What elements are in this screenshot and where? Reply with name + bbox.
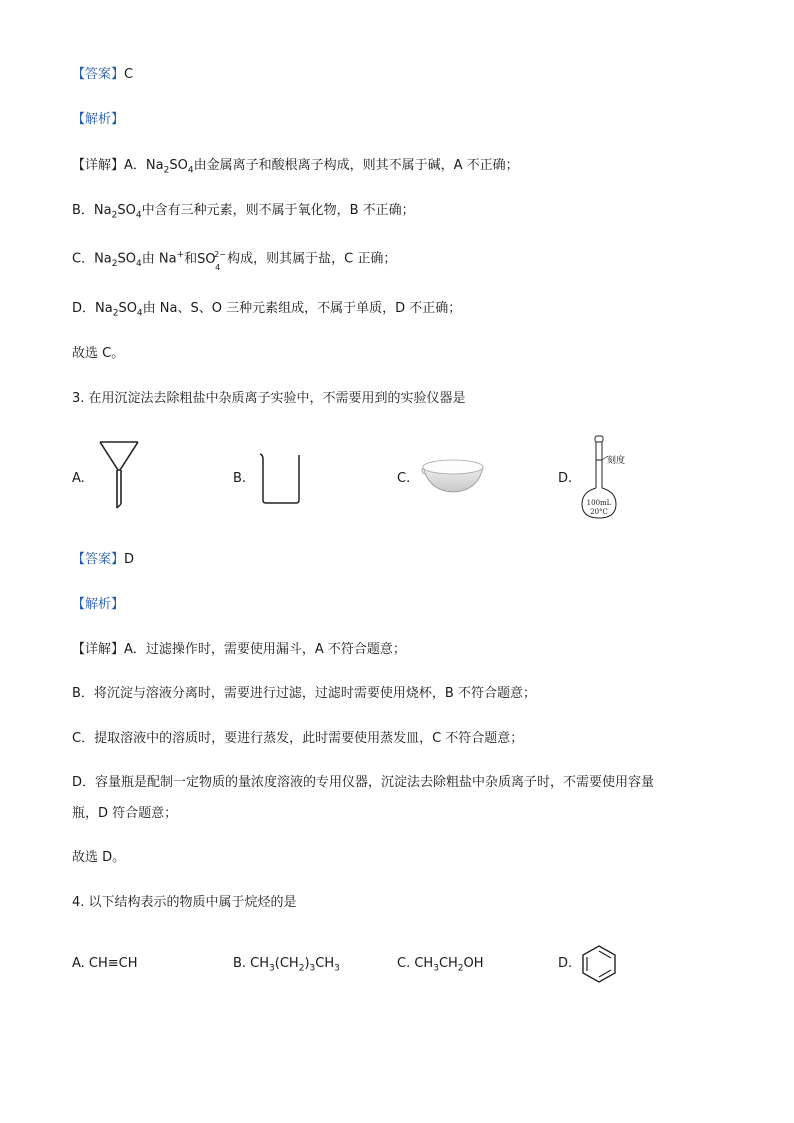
answer-tag: 【答案】: [72, 552, 125, 567]
detail-b-2: B．将沉淀与溶液分离时，需要进行过滤，过滤时需要使用烧杯，B 不符合题意；: [72, 686, 536, 701]
answer-value: D: [124, 552, 135, 567]
answer-tag: 【答案】: [72, 67, 125, 82]
beaker-icon: [258, 452, 304, 506]
sulfate-ion: SO 2− 4: [197, 250, 226, 272]
detail-c-1: C．$Na_2SO_4$由 Na+和 SO 2− 4 构成，则其属于盐，C 正确；: [72, 250, 397, 272]
q3-option-a-label: A.: [72, 471, 85, 486]
q3-option-c-label: C.: [397, 471, 411, 486]
conclusion-1: 故选 C。: [72, 346, 125, 361]
q3-stem: 3. 在用沉淀法去除粗盐中杂质离子实验中，不需要用到的实验仪器是: [72, 391, 466, 406]
answer-value: C: [124, 67, 134, 82]
flask-mark-label: 刻度: [607, 456, 626, 466]
evaporating-dish-icon: [420, 455, 486, 495]
q3-option-d-label: D.: [558, 471, 573, 486]
detail-b-1: B．$Na_2SO_4$中含有三种元素，则不属于氧化物，B 不正确；: [72, 203, 415, 221]
detail-tag: 【详解】: [72, 158, 125, 173]
flask-temp-label: 20°C: [590, 508, 608, 516]
q4-option-d-label: D.: [558, 956, 573, 971]
benzene-ring-icon: [578, 943, 620, 985]
flask-volume-label: 100mL: [586, 499, 612, 507]
detail-d-1: D．$Na_2SO_4$由 Na、S、O 三种元素组成，不属于单质，D 不正确；: [72, 301, 462, 319]
q4-option-b: B. $CH_3(CH_2)_3CH_3$: [233, 956, 340, 974]
volumetric-flask-icon: [578, 434, 638, 524]
detail-a-1: 【详解】A．$Na_2SO_4$由金属离子和酸根离子构成，则其不属于碱，A 不正确；: [72, 158, 519, 176]
answer-line-2: [72, 551, 134, 569]
detail-tag: 【详解】: [72, 642, 125, 657]
answer-line-1: [72, 66, 133, 84]
analysis-tag-1: 【解析】: [72, 112, 125, 127]
detail-c-2: C．提取溶液中的溶质时，要进行蒸发，此时需要使用蒸发皿，C 不符合题意；: [72, 731, 524, 746]
detail-d-2-line1: D．容量瓶是配制一定物质的量浓度溶液的专用仪器，沉淀法去除粗盐中杂质离子时，不需要使用容量: [72, 775, 655, 790]
q3-option-b-label: B.: [233, 471, 247, 486]
q4-option-a: A. CH≡CH: [72, 956, 138, 971]
q4-stem: 4. 以下结构表示的物质中属于烷烃的是: [72, 895, 297, 910]
q4-option-c: C. $CH_3CH_2OH$: [397, 956, 484, 974]
conclusion-2: 故选 D。: [72, 850, 126, 865]
detail-d-2-line2: 瓶，D 符合题意；: [72, 806, 178, 821]
detail-a-2: 【详解】A．过滤操作时，需要使用漏斗，A 不符合题意；: [72, 642, 406, 657]
analysis-tag-2: 【解析】: [72, 597, 125, 612]
funnel-icon: [96, 438, 142, 512]
